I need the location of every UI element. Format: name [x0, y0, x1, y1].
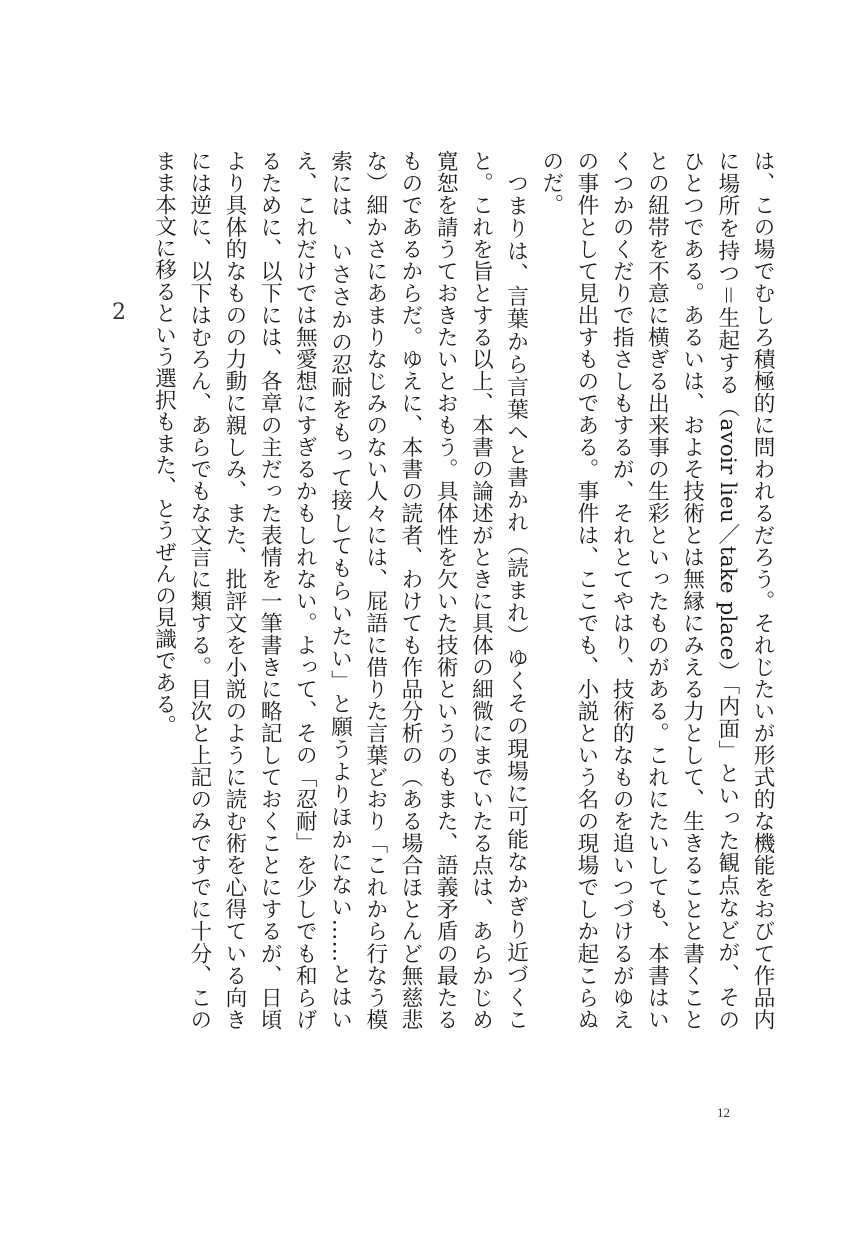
body-text — [140, 150, 780, 1030]
page-number: 12 — [717, 1105, 730, 1120]
paragraph-2: つまりは、言葉から言葉へと書かれ（読まれ）ゆくその現場に可能なかぎり近づくこと。これを旨とする以上、本書の論述がときに具体の細微にまでいたる点は、あらかじめ寛恕を請うておきたいとおもう。具体性を欠いた技術というのもまた、語義矛盾の最たるものであるからだ。ゆえに、本書の読者、わけても作品分析の（ある場合ほとんど無慈悲な）細かさにあまりなじみのない人々には、屁語に借りた言葉どおり「これから行なう模索には、いささかの忍耐をもって接してもらいたい」と願うよりほかにない……とはいえ、これだけでは無愛想にすぎるかもしれない。よって、その「忍耐」を少しでも和らげるために、以下には、各章の主だった表情を一筆書きに略記しておくことにするが、日頃より具体的なものの力動に親しみ、また、批評文を小説のように読む術を心得ている向きには逆に、以下はむろん、あらでもな文言に類する。目次と上記のみですでに十分、このまま本文に移るという選択もまた、とうぜんの見識である。 — [151, 150, 529, 1031]
paragraph-1: は、この場でむしろ積極的に問われるだろう。それじたいが形式的な機能をおびて作品内に場所を持つ＝生起する（avoir lieu／take place）「内面」といった観点などが、そのひとつである。あるいは、およそ技術とは無縁にみえる力として、生きることと書くこととの紐帯を不意に横ぎる出来事の生彩といったものがある。これにたいしても、本書はいくつかのくだりで指さしもするが、それとてやはり、技術的なものを追いつづけるがゆえの事件として見出すものである。事件は、ここでも、小説という名の現場でしか起こらぬのだ。 — [538, 150, 775, 1030]
chapter-number: 2 — [112, 300, 126, 325]
